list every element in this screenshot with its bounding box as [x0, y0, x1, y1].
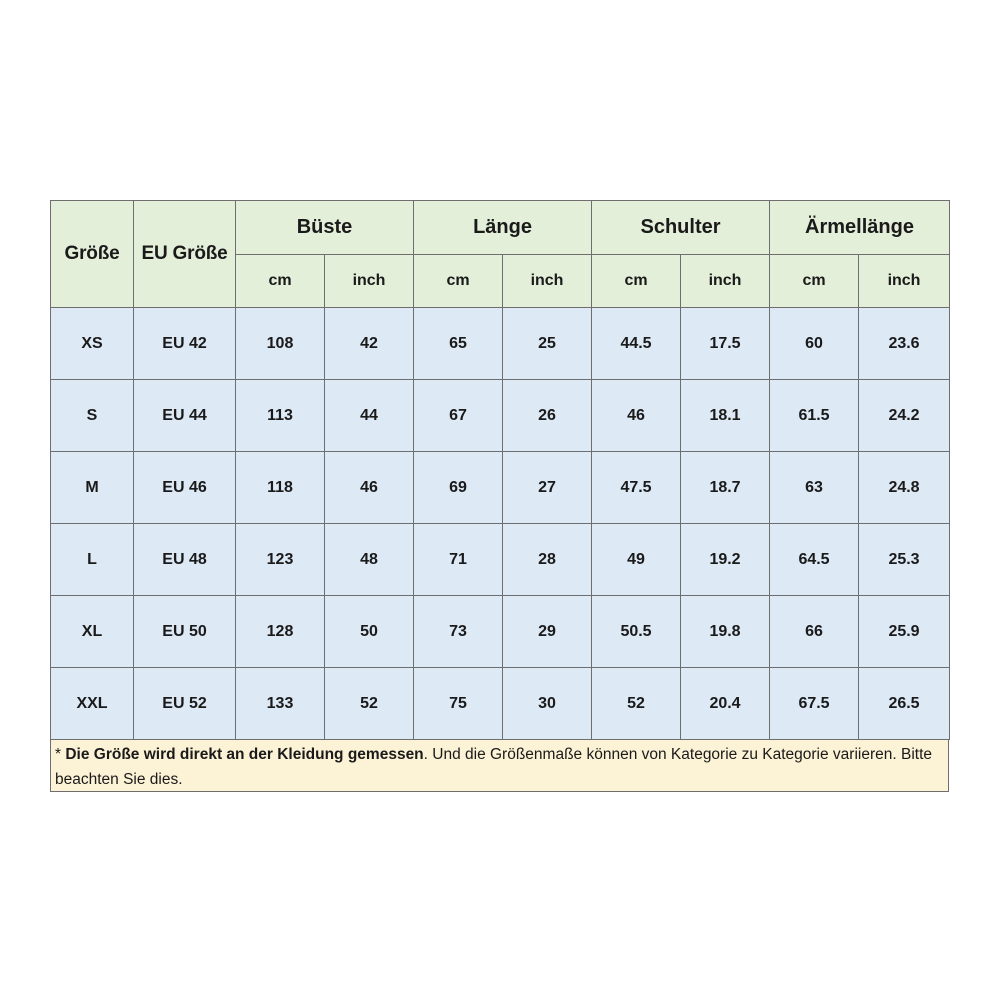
unit-header: cm	[236, 255, 325, 308]
value-cell: 60	[770, 308, 859, 380]
note-text: . Und die Größenmaße können von Kategorie zu Kategorie variieren. Bitte beachten Sie dies.	[55, 746, 932, 788]
value-cell: 50	[325, 596, 414, 668]
value-cell: 25	[503, 308, 592, 380]
unit-header: cm	[414, 255, 503, 308]
length-header: Länge	[414, 201, 592, 255]
eu-size-cell: EU 48	[134, 524, 236, 596]
value-cell: 29	[503, 596, 592, 668]
eu-size-cell: EU 50	[134, 596, 236, 668]
size-table	[50, 200, 950, 740]
value-cell: 64.5	[770, 524, 859, 596]
value-cell: 26	[503, 380, 592, 452]
value-cell: 27	[503, 452, 592, 524]
value-cell: 52	[592, 668, 681, 740]
measurement-note	[50, 740, 949, 792]
sleeve-length-header: Ärmellänge	[770, 201, 950, 255]
unit-header: inch	[325, 255, 414, 308]
note-bold-text: Die Größe wird direkt an der Kleidung gemessen	[65, 746, 424, 763]
value-cell: 18.7	[681, 452, 770, 524]
value-cell: 25.3	[859, 524, 950, 596]
size-chart	[50, 200, 949, 792]
value-cell: 46	[325, 452, 414, 524]
value-cell: 30	[503, 668, 592, 740]
value-cell: 17.5	[681, 308, 770, 380]
value-cell: 23.6	[859, 308, 950, 380]
eu-size-cell: EU 52	[134, 668, 236, 740]
value-cell: 28	[503, 524, 592, 596]
unit-header: inch	[503, 255, 592, 308]
header-row-groups	[51, 201, 950, 255]
table-row	[51, 380, 950, 452]
table-row	[51, 524, 950, 596]
value-cell: 128	[236, 596, 325, 668]
value-cell: 25.9	[859, 596, 950, 668]
value-cell: 49	[592, 524, 681, 596]
value-cell: 118	[236, 452, 325, 524]
size-cell: S	[51, 380, 134, 452]
bust-header: Büste	[236, 201, 414, 255]
size-cell: L	[51, 524, 134, 596]
table-header	[51, 201, 950, 308]
value-cell: 71	[414, 524, 503, 596]
value-cell: 44	[325, 380, 414, 452]
value-cell: 44.5	[592, 308, 681, 380]
value-cell: 50.5	[592, 596, 681, 668]
unit-header: inch	[859, 255, 950, 308]
value-cell: 67.5	[770, 668, 859, 740]
value-cell: 133	[236, 668, 325, 740]
value-cell: 52	[325, 668, 414, 740]
shoulder-header: Schulter	[592, 201, 770, 255]
value-cell: 63	[770, 452, 859, 524]
unit-header: inch	[681, 255, 770, 308]
value-cell: 61.5	[770, 380, 859, 452]
value-cell: 26.5	[859, 668, 950, 740]
value-cell: 73	[414, 596, 503, 668]
value-cell: 67	[414, 380, 503, 452]
size-cell: XXL	[51, 668, 134, 740]
eu-size-cell: EU 46	[134, 452, 236, 524]
value-cell: 66	[770, 596, 859, 668]
value-cell: 24.8	[859, 452, 950, 524]
value-cell: 19.2	[681, 524, 770, 596]
value-cell: 113	[236, 380, 325, 452]
table-row	[51, 668, 950, 740]
value-cell: 24.2	[859, 380, 950, 452]
value-cell: 123	[236, 524, 325, 596]
value-cell: 108	[236, 308, 325, 380]
size-cell: M	[51, 452, 134, 524]
eu-size-column-header: EU Größe	[134, 201, 236, 308]
size-cell: XS	[51, 308, 134, 380]
eu-size-cell: EU 44	[134, 380, 236, 452]
size-column-header: Größe	[51, 201, 134, 308]
value-cell: 65	[414, 308, 503, 380]
table-row	[51, 452, 950, 524]
unit-header: cm	[770, 255, 859, 308]
table-row	[51, 308, 950, 380]
unit-header: cm	[592, 255, 681, 308]
value-cell: 48	[325, 524, 414, 596]
size-cell: XL	[51, 596, 134, 668]
note-prefix: *	[55, 746, 66, 763]
table-row	[51, 596, 950, 668]
value-cell: 18.1	[681, 380, 770, 452]
table-body	[51, 308, 950, 740]
value-cell: 75	[414, 668, 503, 740]
value-cell: 42	[325, 308, 414, 380]
value-cell: 19.8	[681, 596, 770, 668]
value-cell: 20.4	[681, 668, 770, 740]
value-cell: 69	[414, 452, 503, 524]
value-cell: 47.5	[592, 452, 681, 524]
value-cell: 46	[592, 380, 681, 452]
eu-size-cell: EU 42	[134, 308, 236, 380]
